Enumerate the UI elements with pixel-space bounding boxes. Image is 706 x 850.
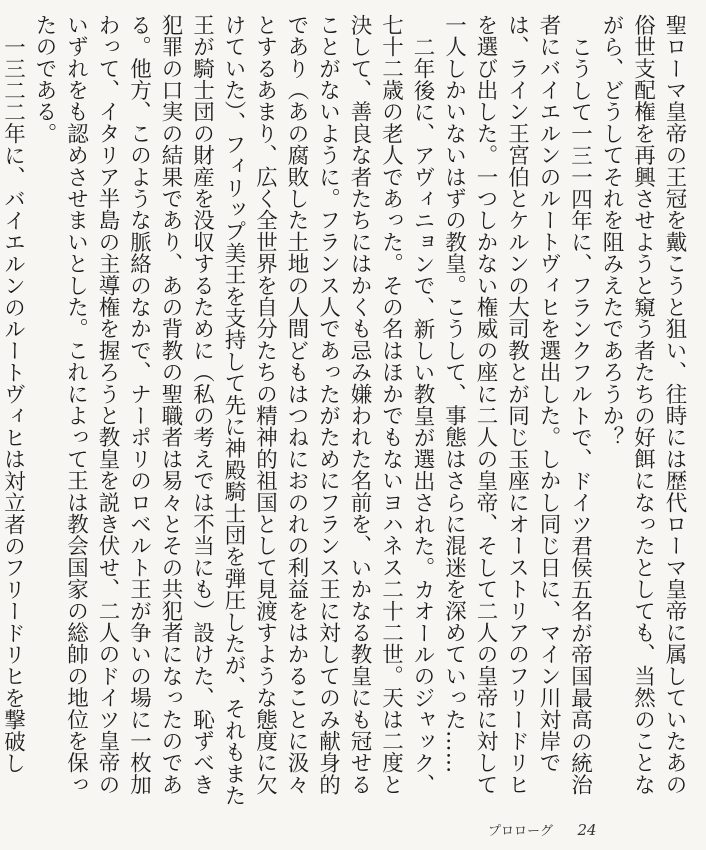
paragraph: こうして一三一四年に、フランクフルトで、ドイツ君侯五名が帝国最高の統治者にバイエルンのルートヴィヒを選出した。しかし同じ日に、マイン川対岸では、ライン王宮伯とケルンの大司教とが同じ玉座にオーストリアのフリードリヒを選び出した。一つしかない権威の座に二人の皇帝、そして二人の皇帝に対して一人しかいないはずの教皇。こうして、事態はさらに混迷を深めていった…… — [441, 14, 593, 796]
paragraph-continued: 聖ローマ皇帝の王冠を戴こうと狙い、往時には歴代ローマ皇帝に属していたあの俗世支配権を再興させようと窺う者たちの好餌になったとしても、当然のことながら、どうしてそれを阻みえたであろうか？ — [599, 14, 687, 796]
paragraph: 二年後に、アヴィニョンで、新しい教皇が選出された。カオールのジャック、七十二歳の老人であった。その名はほかでもないヨハネス二十二世。天は二度と決して、善良な者たちにはかくも忌み嫌われた名前を、いかなる教皇にも冠せることがないように。フランス人であったがためにフランス王に対してのみ献身的であり（あの腐敗した土地の人間どもはつねにおのれの利益をはかることに汲々とするあまり、広く全世界を自分たちの精神的祖国として見渡すような態度に欠けていた）、フィリップ美王を支持して先に神殿騎士団を弾圧したが、それもまた王が騎士団の財産を没収するために（私の考えでは不当にも）設けた、恥ずべき犯罪の口実の結果であり、あの背教の聖職者は易々とその共犯者になったのである。他方、このような脈絡のなかで、ナーポリのロベルト王が争いの場に一枚加わって、イタリア半島の主導権を握ろうと教皇を説き伏せ、二人のドイツ皇帝のいずれをも認めさせまいとした。これによって王は教会国家の総帥の地位を保ったのである。 — [32, 14, 435, 807]
page-footer — [488, 820, 597, 839]
vertical-text-block — [0, 14, 690, 812]
running-title: プロローグ — [488, 824, 554, 839]
page-number: 24 — [577, 821, 597, 839]
paragraph: 一三二二年に、バイエルンのルートヴィヒは対立者のフリードリヒを撃破し — [0, 35, 26, 774]
